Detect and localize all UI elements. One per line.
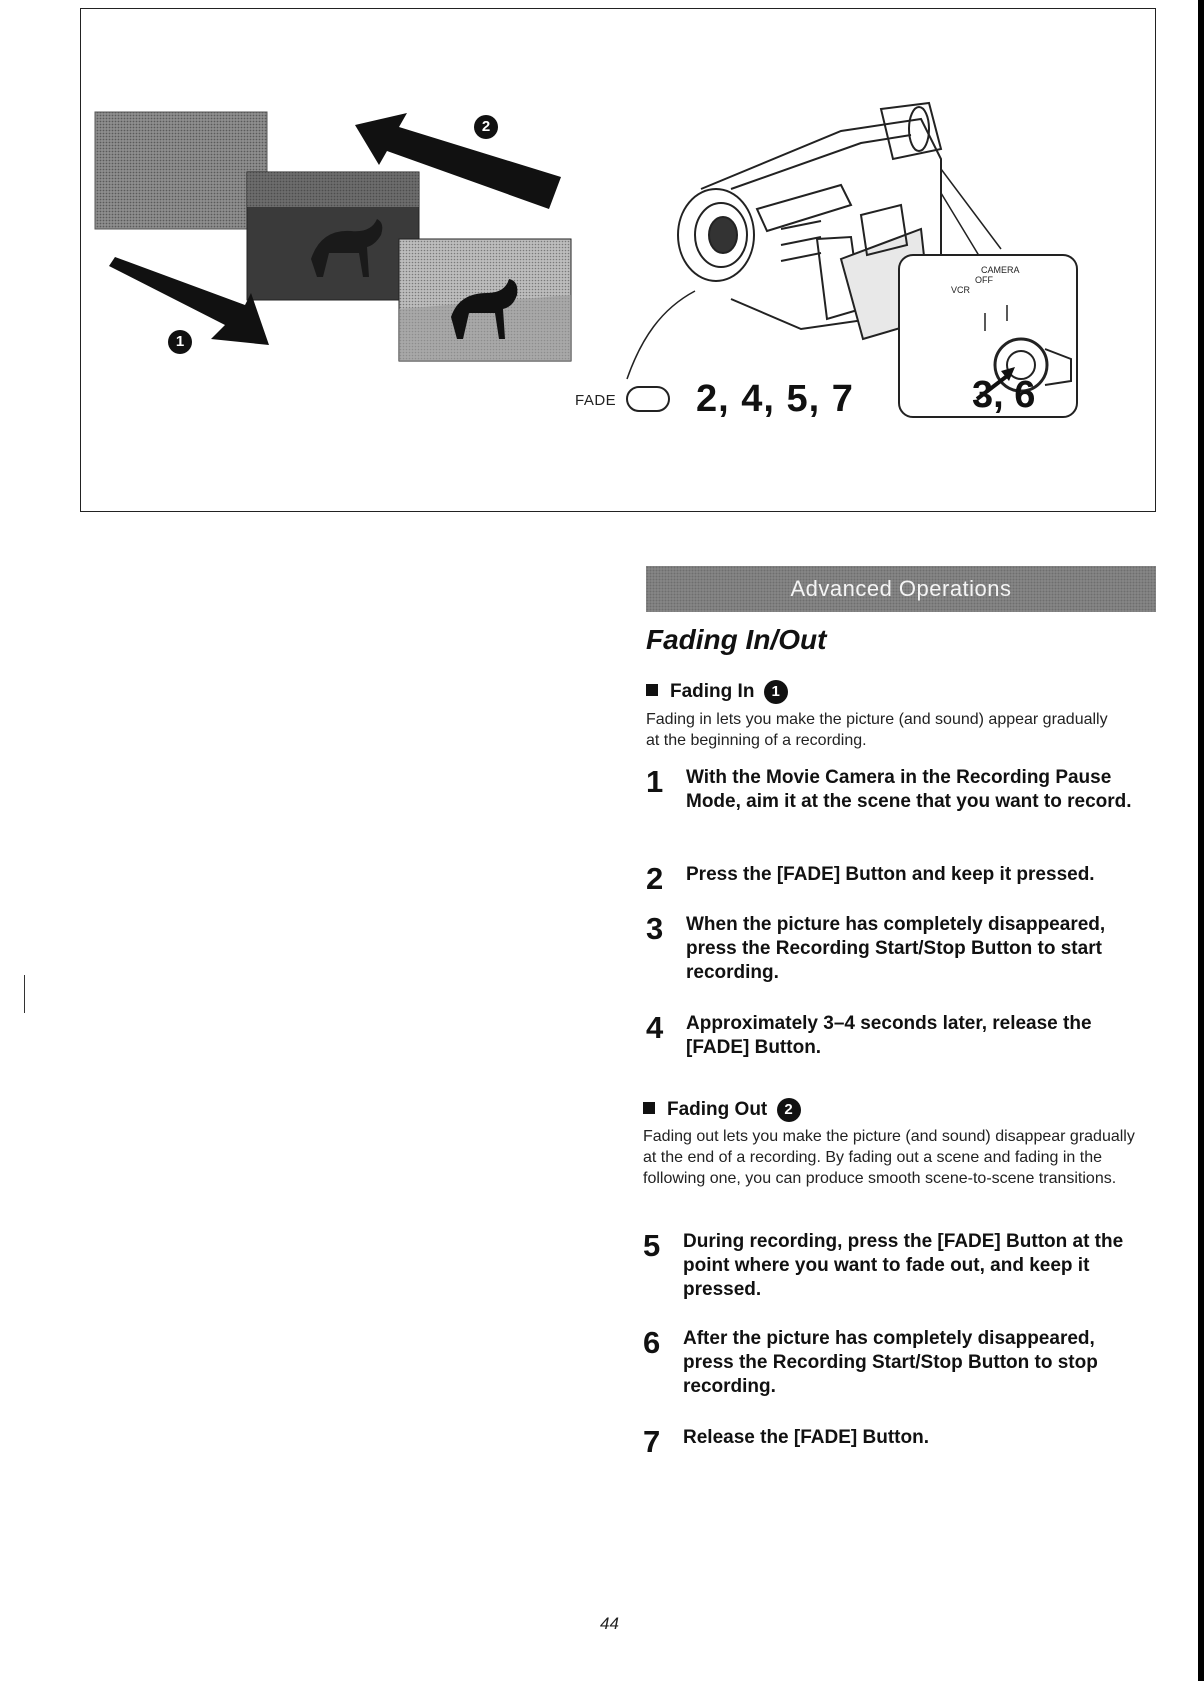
square-bullet-icon — [643, 1102, 655, 1114]
step-text: During recording, press the [FADE] Button at the point where you want to fade out, and keep it pressed. — [683, 1231, 1124, 1300]
illustration-art — [81, 9, 1157, 513]
step-4 — [646, 1012, 1156, 1060]
step-text: Approximately 3–4 seconds later, release the [FADE] Button. — [686, 1013, 1092, 1058]
step-number: 2 — [646, 861, 664, 896]
fading-in-heading-text: Fading In — [670, 681, 755, 703]
step-6 — [643, 1327, 1153, 1399]
fading-out-heading-text: Fading Out — [667, 1099, 768, 1121]
page-edge-rule — [1198, 0, 1204, 1681]
step-number: 6 — [643, 1325, 661, 1360]
fade-button-label: FADE — [575, 392, 617, 409]
step-7 — [643, 1426, 1153, 1457]
fading-in-description: Fading in lets you make the picture (and sound) appear gradually at the beginning of a recording. — [646, 711, 1108, 749]
step-1 — [646, 766, 1156, 814]
illustration-frame — [80, 8, 1156, 512]
step-text: Release the [FADE] Button. — [683, 1427, 929, 1448]
fade-sequence-frames — [95, 112, 571, 361]
page-number: 44 — [600, 1614, 619, 1633]
fade-out-marker: 2 — [474, 115, 498, 139]
dial-label-camera: CAMERA — [981, 265, 1020, 275]
fading-out-heading — [643, 1098, 801, 1122]
chapter-banner: Advanced Operations — [646, 566, 1156, 612]
fading-in-heading — [646, 680, 788, 704]
fading-out-marker: 2 — [777, 1098, 801, 1122]
square-bullet-icon — [646, 684, 658, 696]
fading-in-marker: 1 — [764, 680, 788, 704]
arrow-fade-in — [109, 257, 269, 345]
step-text: With the Movie Camera in the Recording Pause Mode, aim it at the scene that you want to record. — [686, 767, 1132, 812]
step-number: 1 — [646, 764, 664, 799]
fade-button-icon — [626, 386, 670, 412]
step-2 — [646, 863, 1156, 894]
dial-label-vcr: VCR — [951, 285, 971, 295]
step-text: Press the [FADE] Button and keep it pressed. — [686, 864, 1095, 885]
fade-leader-line — [627, 291, 695, 379]
dial-label-off: OFF — [975, 275, 993, 285]
frame-black — [95, 112, 267, 229]
dial-steps-callout: 3, 6 — [972, 374, 1036, 416]
fade-steps-callout: 2, 4, 5, 7 — [696, 378, 854, 420]
step-number: 4 — [646, 1010, 664, 1045]
step-5 — [643, 1230, 1153, 1302]
step-text: When the picture has completely disappeared, press the Recording Start/Stop Button to start recording. — [686, 914, 1106, 983]
step-number: 5 — [643, 1228, 661, 1263]
callout-leader-lines — [941, 169, 1001, 259]
section-title: Fading In/Out — [646, 624, 827, 655]
step-3 — [646, 913, 1156, 985]
fade-in-marker: 1 — [168, 330, 192, 354]
margin-mark — [24, 975, 25, 1013]
step-text: After the picture has completely disappeared, press the Recording Start/Stop Button to stop recording. — [683, 1328, 1098, 1397]
step-number: 7 — [643, 1424, 661, 1459]
step-number: 3 — [646, 911, 664, 946]
fading-out-description: Fading out lets you make the picture (and sound) disappear gradually at the end of a recording. By fading out a scene and fading in the following one, you can produce smooth scene-to-scene transitions. — [643, 1128, 1135, 1187]
